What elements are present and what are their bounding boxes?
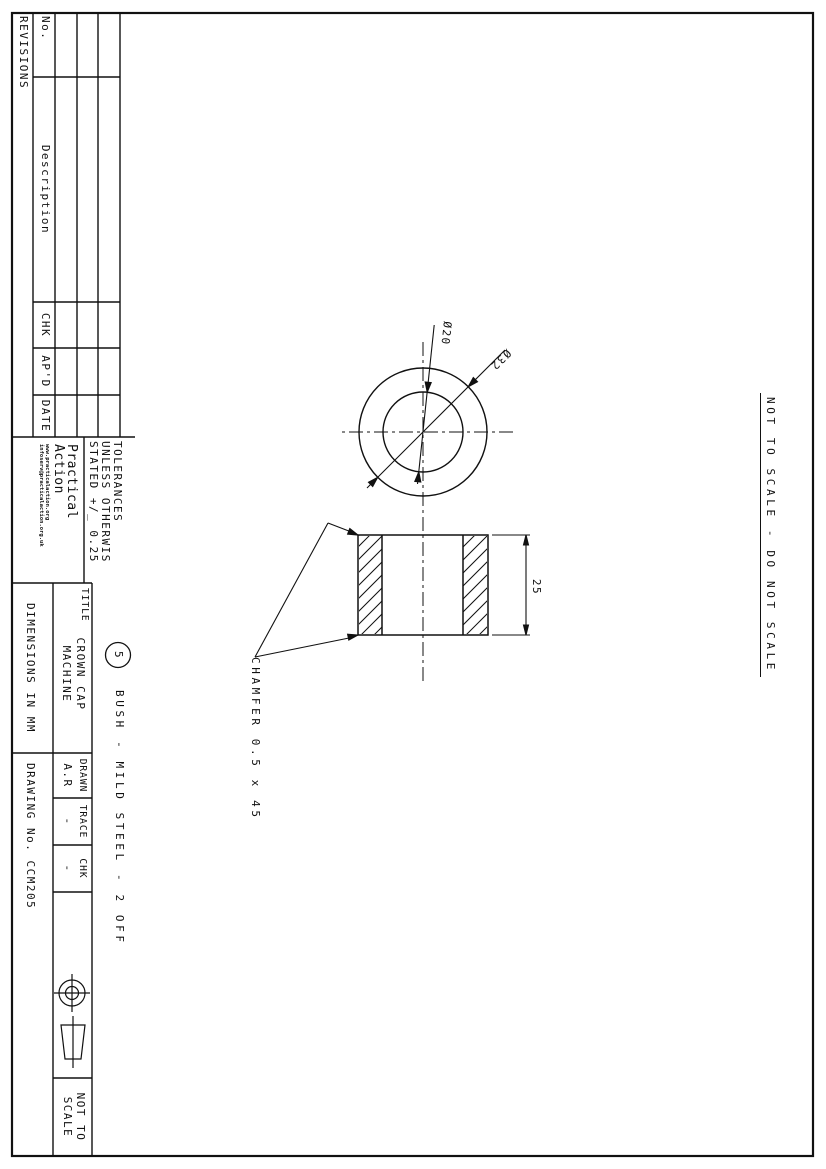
company-name-line2: Action	[51, 444, 66, 494]
nts-cell-line1: NOT TO	[74, 1092, 87, 1142]
drawn-label: DRAWN	[77, 758, 88, 793]
revisions-header-no: No.	[39, 16, 52, 41]
drawn-value: A.R	[61, 763, 74, 788]
end-view	[338, 368, 513, 496]
title-line2: MACHINE	[60, 645, 73, 703]
tolerance-note-line3: STATED +/_ 0.25	[87, 441, 100, 563]
drawing-number	[24, 763, 36, 909]
title-label: TITLE	[79, 588, 90, 622]
dim-od-lines	[367, 350, 505, 488]
dim-length-label: 25	[530, 578, 543, 596]
revisions-header-description: Description	[39, 144, 52, 235]
chk-value: -	[61, 864, 74, 873]
drawing-number-label: DRAWING No.	[24, 763, 37, 853]
not-to-scale-banner: NOT TO SCALE - DO NOT SCALE	[760, 393, 776, 677]
title-line1: CROWN CAP	[74, 637, 87, 711]
chamfer-note: CHAMFER 0.5 x 45	[249, 657, 262, 821]
nts-cell-line2: SCALE	[61, 1096, 74, 1138]
revisions-header-chk: CHK	[39, 312, 52, 338]
dim-bore-label: Ø20	[438, 320, 454, 347]
dim-length-lines	[492, 535, 530, 635]
trace-value: -	[61, 817, 74, 826]
revisions-header-apd: AP'D	[39, 355, 52, 388]
projection-symbol-icon	[54, 974, 90, 1068]
company-website: www.practicalaction.org	[44, 444, 50, 521]
revisions-section-label: REVISIONS	[17, 16, 30, 90]
chk-label: CHK	[77, 858, 88, 879]
company-name-line1: Practical	[64, 444, 79, 519]
revisions-header-date: DATE	[39, 399, 52, 433]
balloon-number: 5	[112, 650, 125, 660]
drawing-number-value: CCM205	[24, 860, 37, 910]
dim-od-label: Ø32	[487, 346, 514, 373]
chamfer-leader-lines	[255, 523, 358, 657]
part-description: BUSH - MILD STEEL - 2 OFF	[113, 690, 126, 946]
revision-table-lines	[12, 13, 135, 437]
tolerance-note-line1: TOLERANCES	[111, 441, 124, 523]
tolerance-note-line2: UNLESS OTHERWIS	[99, 441, 112, 563]
dim-bore-lines	[415, 325, 434, 484]
trace-label: TRACE	[77, 804, 88, 839]
dimensions-note: DIMENSIONS IN MM	[24, 603, 37, 733]
company-email: infoserv@practicalaction.org.uk	[38, 444, 44, 547]
sheet-border	[12, 13, 813, 1156]
